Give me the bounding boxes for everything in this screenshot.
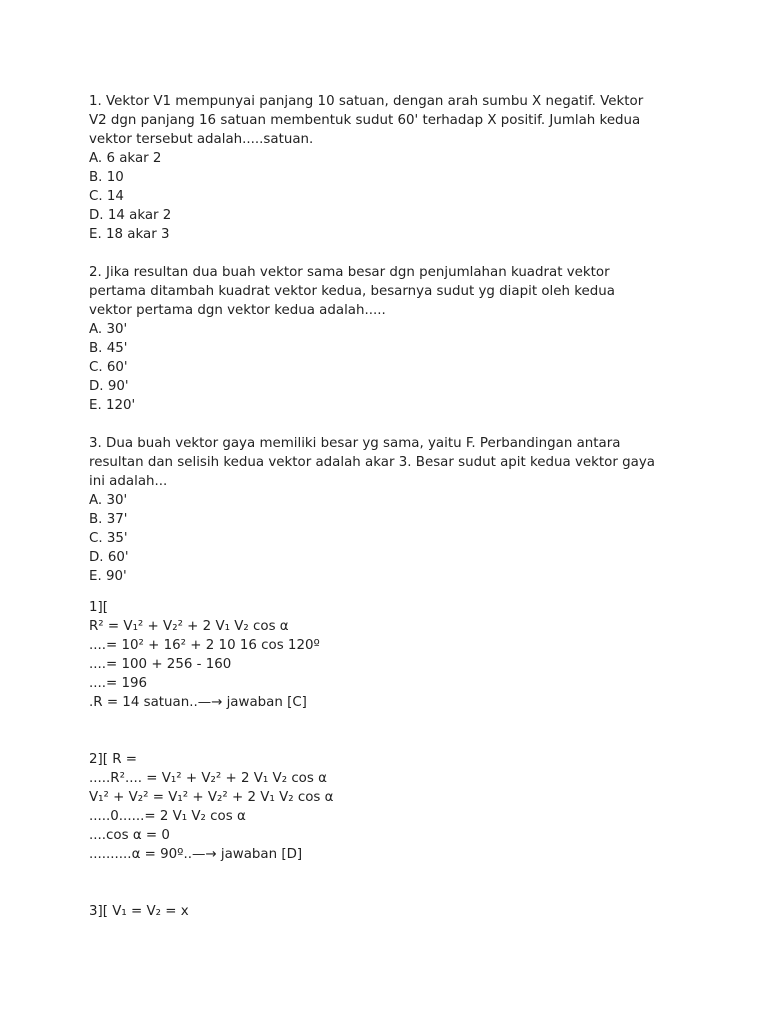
answer-2-line-6: ..........α = 90º..—→ jawaban [D] (89, 847, 303, 862)
answer-2-line-5: ....cos α = 0 (89, 828, 170, 843)
answer-2-line-1: 2][ R = (89, 752, 138, 767)
question-2-option-a: A. 30' (89, 322, 128, 337)
answer-1-line-5: ....= 196 (89, 676, 148, 691)
question-2-line-3: vektor pertama dgn vektor kedua adalah..... (89, 303, 386, 318)
question-1-option-e: E. 18 akar 3 (89, 227, 170, 242)
answer-2-line-2: .....R².... = V₁² + V₂² + 2 V₁ V₂ cos α (89, 771, 327, 786)
question-3-line-3: ini adalah... (89, 474, 168, 489)
question-3-line-2: resultan dan selisih kedua vektor adalah akar 3. Besar sudut apit kedua vektor gaya (89, 455, 655, 470)
answer-1-line-4: ....= 100 + 256 - 160 (89, 657, 232, 672)
answer-1-line-3: ....= 10² + 16² + 2 10 16 cos 120º (89, 638, 320, 653)
answer-1-line-1: 1][ (89, 600, 108, 615)
question-3-line-1: 3. Dua buah vektor gaya memiliki besar yg sama, yaitu F. Perbandingan antara (89, 436, 621, 451)
answer-1-line-2: R² = V₁² + V₂² + 2 V₁ V₂ cos α (89, 619, 289, 634)
question-2-option-d: D. 90' (89, 379, 129, 394)
question-3-option-e: E. 90' (89, 569, 127, 584)
answer-3-line-1: 3][ V₁ = V₂ = x (89, 904, 189, 919)
answer-1-line-6: .R = 14 satuan..—→ jawaban [C] (89, 695, 307, 710)
question-2-option-c: C. 60' (89, 360, 128, 375)
question-2-line-2: pertama ditambah kuadrat vektor kedua, besarnya sudut yg diapit oleh kedua (89, 284, 615, 299)
question-1-option-a: A. 6 akar 2 (89, 151, 162, 166)
question-2-option-e: E. 120' (89, 398, 136, 413)
question-2-line-1: 2. Jika resultan dua buah vektor sama besar dgn penjumlahan kuadrat vektor (89, 265, 610, 280)
question-1-option-d: D. 14 akar 2 (89, 208, 172, 223)
question-1-line-1: 1. Vektor V1 mempunyai panjang 10 satuan, dengan arah sumbu X negatif. Vektor (89, 94, 644, 109)
question-1-line-2: V2 dgn panjang 16 satuan membentuk sudut 60' terhadap X positif. Jumlah kedua (89, 113, 641, 128)
answer-2-line-3: V₁² + V₂² = V₁² + V₂² + 2 V₁ V₂ cos α (89, 790, 334, 805)
question-3-option-d: D. 60' (89, 550, 129, 565)
question-3-option-c: C. 35' (89, 531, 128, 546)
question-3-option-a: A. 30' (89, 493, 128, 508)
question-3-option-b: B. 37' (89, 512, 128, 527)
question-1-line-3: vektor tersebut adalah.....satuan. (89, 132, 314, 147)
question-2-option-b: B. 45' (89, 341, 128, 356)
question-1-option-c: C. 14 (89, 189, 124, 204)
answer-2-line-4: .....0......= 2 V₁ V₂ cos α (89, 809, 246, 824)
question-1-option-b: B. 10 (89, 170, 124, 185)
